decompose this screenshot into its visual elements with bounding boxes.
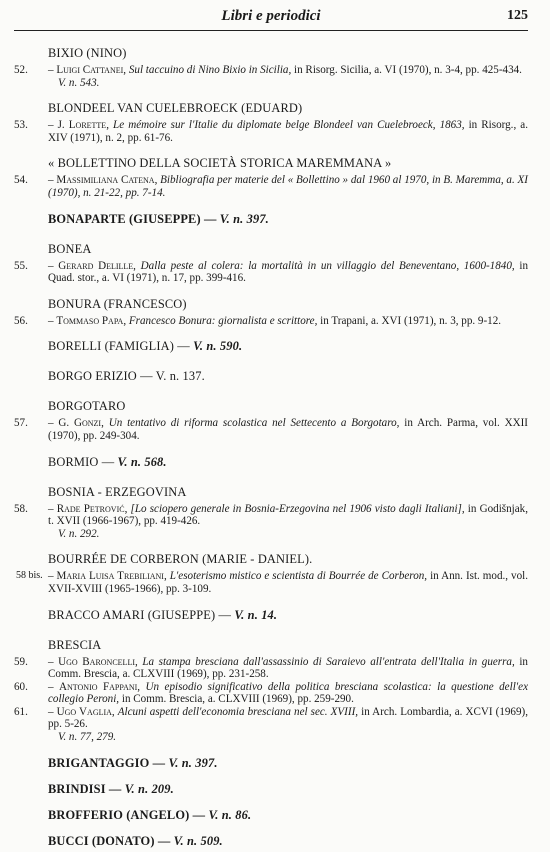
entry-number: 55. [14,259,28,272]
entry-title: [Lo sciopero generale in Bosnia-Erzegovina nel 1906 visto dagli Italiani], [130,502,465,515]
entry-title: La stampa bresciana dall'assassinio di Saraievo all'entrata dell'Italia in guerra, [142,655,515,668]
entry-author: Rade Petrović, [56,502,128,515]
entry-title: L'esoterismo mistico e scientista di Bourrée de Corberon, [169,570,428,583]
entry-source: in Trapani, a. XVI (1971), n. 3, pp. 9-12. [320,314,502,327]
index-heading [48,834,528,849]
entry-see-also: V. n. 292. [58,527,100,540]
entry-title: Bibliografia per materie del « Bollettino » dal 1960 al 1970, [160,174,430,187]
heading-label: BRACCO AMARI (GIUSEPPE) — [48,607,232,622]
entry-source: in Ann. Ist. mod., vol. XVII-XVIII (1965-1966), pp. 3-109. [48,570,529,595]
running-header [14,6,528,31]
heading-cross-reference: V. n. 397. [219,211,269,226]
entry-author: Antonio Fappani, [59,680,141,693]
heading-cross-reference: V. n. 509. [173,833,223,848]
bibliography-entry: 53. – J. Lorette, Le mémoire sur l'Italie du diplomate belge Blondeel van Cuelebroeck, 1863, in Risorg., a. XIV (1971), n. 2, pp. 61-76. [14,119,528,144]
entry-author: Ugo Baroncelli, [58,655,138,668]
index-heading: BRESCIA [48,637,102,652]
entry-title: Le mémoire sur l'Italie du diplomate belge Blondeel van Cuelebroeck, 1863, [113,119,465,132]
index-heading: BORGOTARO [48,399,126,414]
entry-source: in Arch. Lombardia, a. XCVI (1969), pp. 5-26. [48,705,528,731]
bibliography-entry: 61. – Ugo Vaglia, Alcuni aspetti dell'economia bresciana nel sec. XVIII, in Arch. Lombardia, a. XCVI (1969), pp. 5-26. V. n. 77, 279. [14,705,528,744]
heading-cross-reference: V. n. 86. [208,807,252,822]
heading-label: BORGO ERIZIO — [48,369,153,384]
entry-number: 54. [14,174,28,187]
entry-number: 58. [14,502,28,515]
bibliography-entry: 59. – Ugo Baroncelli, La stampa bresciana dall'assassinio di Saraievo all'entrata dell'Italia in guerra, in Comm. Brescia, a. CLXVIII (1969), pp. 231-258. [14,655,528,681]
header-title: Libri e periodici [221,8,321,24]
heading-cross-reference: V. n. 568. [117,454,167,469]
entry-source: in Godišnjak, t. XVII (1966-1967), pp. 419-426. [48,502,528,528]
heading-cross-reference: V. n. 209. [124,781,174,796]
index-heading: BIXIO (NINO) [48,46,127,60]
bibliography-entry: 60. – Antonio Fappani, Un episodio significativo della politica bresciana scolastica: la questione dell'ex collegio Peroni, in Comm. Brescia, a. CLXVIII (1969), pp. 259-290. [14,680,528,706]
page-number: 125 [507,8,528,23]
entry-see-also: V. n. 77, 279. [58,731,117,744]
index-heading [48,339,528,354]
heading-cross-reference: V. n. 397. [168,755,218,770]
index-heading: BONURA (FRANCESCO) [48,296,187,311]
heading-label: BROFFERIO (ANGELO) — [48,807,206,822]
entry-title: Dalla peste al colera: la mortalità in un villaggio del Beneventano, 1600-1840, [140,259,515,272]
bibliography-entry: 55. – Gerard Delille, Dalla peste al colera: la mortalità in un villaggio del Beneventano, 1600-1840, in Quad. stor., a. VI (1971), n. 17, pp. 399-416. [14,259,528,285]
entry-source: in Comm. Brescia, a. CLXVIII (1969), pp. 259-290. [121,693,354,706]
entry-title: Un tentativo di riforma scolastica nel Settecento a Borgotaro, [108,417,400,430]
entry-source: in Risorg. Sicilia, a. VI (1970), n. 3-4, pp. 425-434. [294,64,522,76]
entry-author: Maria Luisa Trebiliani, [56,570,167,583]
heading-cross-reference: V. n. 590. [193,339,243,354]
bibliography-entry: 52. – Luigi Cattanei, Sul taccuino di Nino Bixio in Sicilia, in Risorg. Sicilia, a. VI (1970), n. 3-4, pp. 425-434. V. n. 543. [14,64,528,89]
entry-title: Alcuni aspetti dell'economia bresciana nel sec. XVIII, [117,705,359,718]
index-content [14,46,528,852]
entry-author: J. Lorette, [57,119,109,132]
entry-number: 56. [14,314,28,327]
heading-label: BORELLI (FAMIGLIA) — [48,339,190,354]
entry-title: Sul taccuino di Nino Bixio in Sicilia, [128,64,292,76]
index-heading: « BOLLETTINO DELLA SOCIETÀ STORICA MAREMMANA » [48,156,392,171]
entry-source: in Quad. stor., a. VI (1971), n. 17, pp. 399-416. [48,259,528,285]
heading-label: BORMIO — [48,454,115,469]
index-heading [48,455,528,470]
bibliography-entry: 56. – Tommaso Papa, Francesco Bonura: giornalista e scrittore, in Trapani, a. XVI (1971), n. 3, pp. 9-12. [14,314,502,327]
entry-title: Francesco Bonura: giornalista e scrittore, [128,314,318,327]
heading-label: BUCCI (DONATO) — [48,833,171,848]
index-heading: BOSNIA - ERZEGOVINA [48,484,187,499]
heading-cross-reference: V. n. 14. [234,607,278,622]
index-heading: BONEA [48,241,92,256]
bibliography-entry: 58. – Rade Petrović, [Lo sciopero generale in Bosnia-Erzegovina nel 1906 visto dagli Italiani], in Godišnjak, t. XVII (1966-1967), pp. 419-426. V. n. 292. [14,502,528,540]
index-heading [48,782,528,797]
entry-source: in Risorg., a. XIV (1971), n. 2, pp. 61-76. [48,119,528,144]
entry-author: Massimiliana Catena, [56,174,158,187]
entry-number: 53. [14,119,28,132]
bibliography-entry: 54. – Massimiliana Catena, Bibliografia per materie del « Bollettino » dal 1960 al 1970, in B. Maremma, a. XI (1970), n. 21-22, pp. 7-14. [14,174,528,199]
index-heading [48,212,528,227]
entry-see-also: V. n. 543. [58,76,100,89]
entry-author: G. Gonzi, [58,417,104,430]
entry-source: in Arch. Parma, vol. XXII (1970), pp. 249-304. [48,417,528,442]
entry-number: 61. [14,705,28,718]
entry-number: 52. [14,64,28,76]
bibliography-entry: 57. – G. Gonzi, Un tentativo di riforma scolastica nel Settecento a Borgotaro, in Arch. Parma, vol. XXII (1970), pp. 249-304. [14,417,528,442]
index-heading: BOURRÉE DE CORBERON (MARIE - DANIEL). [48,552,313,567]
entry-number: 57. [14,417,28,430]
index-heading [48,369,528,384]
entry-source: in B. Maremma, a. XI (1970), n. 21-22, pp. 7-14. [48,174,528,199]
entry-number: 59. [14,655,28,668]
entry-number: 60. [14,680,28,693]
entry-author: Ugo Vaglia, [56,705,115,718]
entry-author: Gerard Delille, [58,259,136,272]
entry-author: Tommaso Papa, [56,314,127,327]
entry-author: Luigi Cattanei, [56,64,127,76]
heading-label: BRINDISI — [48,781,122,796]
heading-cross-reference: V. n. 137. [155,369,205,384]
bibliography-entry: 58 bis. – Maria Luisa Trebiliani, L'esoterismo mistico e scientista di Bourrée de Corberon, in Ann. Ist. mod., vol. XVII-XVIII (1965-1966), pp. 3-109. [16,570,529,595]
entry-number: 58 bis. [16,570,43,582]
heading-label: BRIGANTAGGIO — [48,755,166,770]
index-heading: BLONDEEL VAN CUELEBROECK (EDUARD) [48,101,303,116]
entry-title: Un episodio significativo della politica bresciana scolastica: la questione dell'ex collegio Peroni, [48,680,528,706]
index-heading [48,756,528,771]
index-heading [48,608,528,623]
index-heading [48,808,528,823]
entry-source: in Comm. Brescia, a. CLXVIII (1969), pp. 231-258. [48,655,528,681]
heading-label: BONAPARTE (GIUSEPPE) — [48,211,217,226]
